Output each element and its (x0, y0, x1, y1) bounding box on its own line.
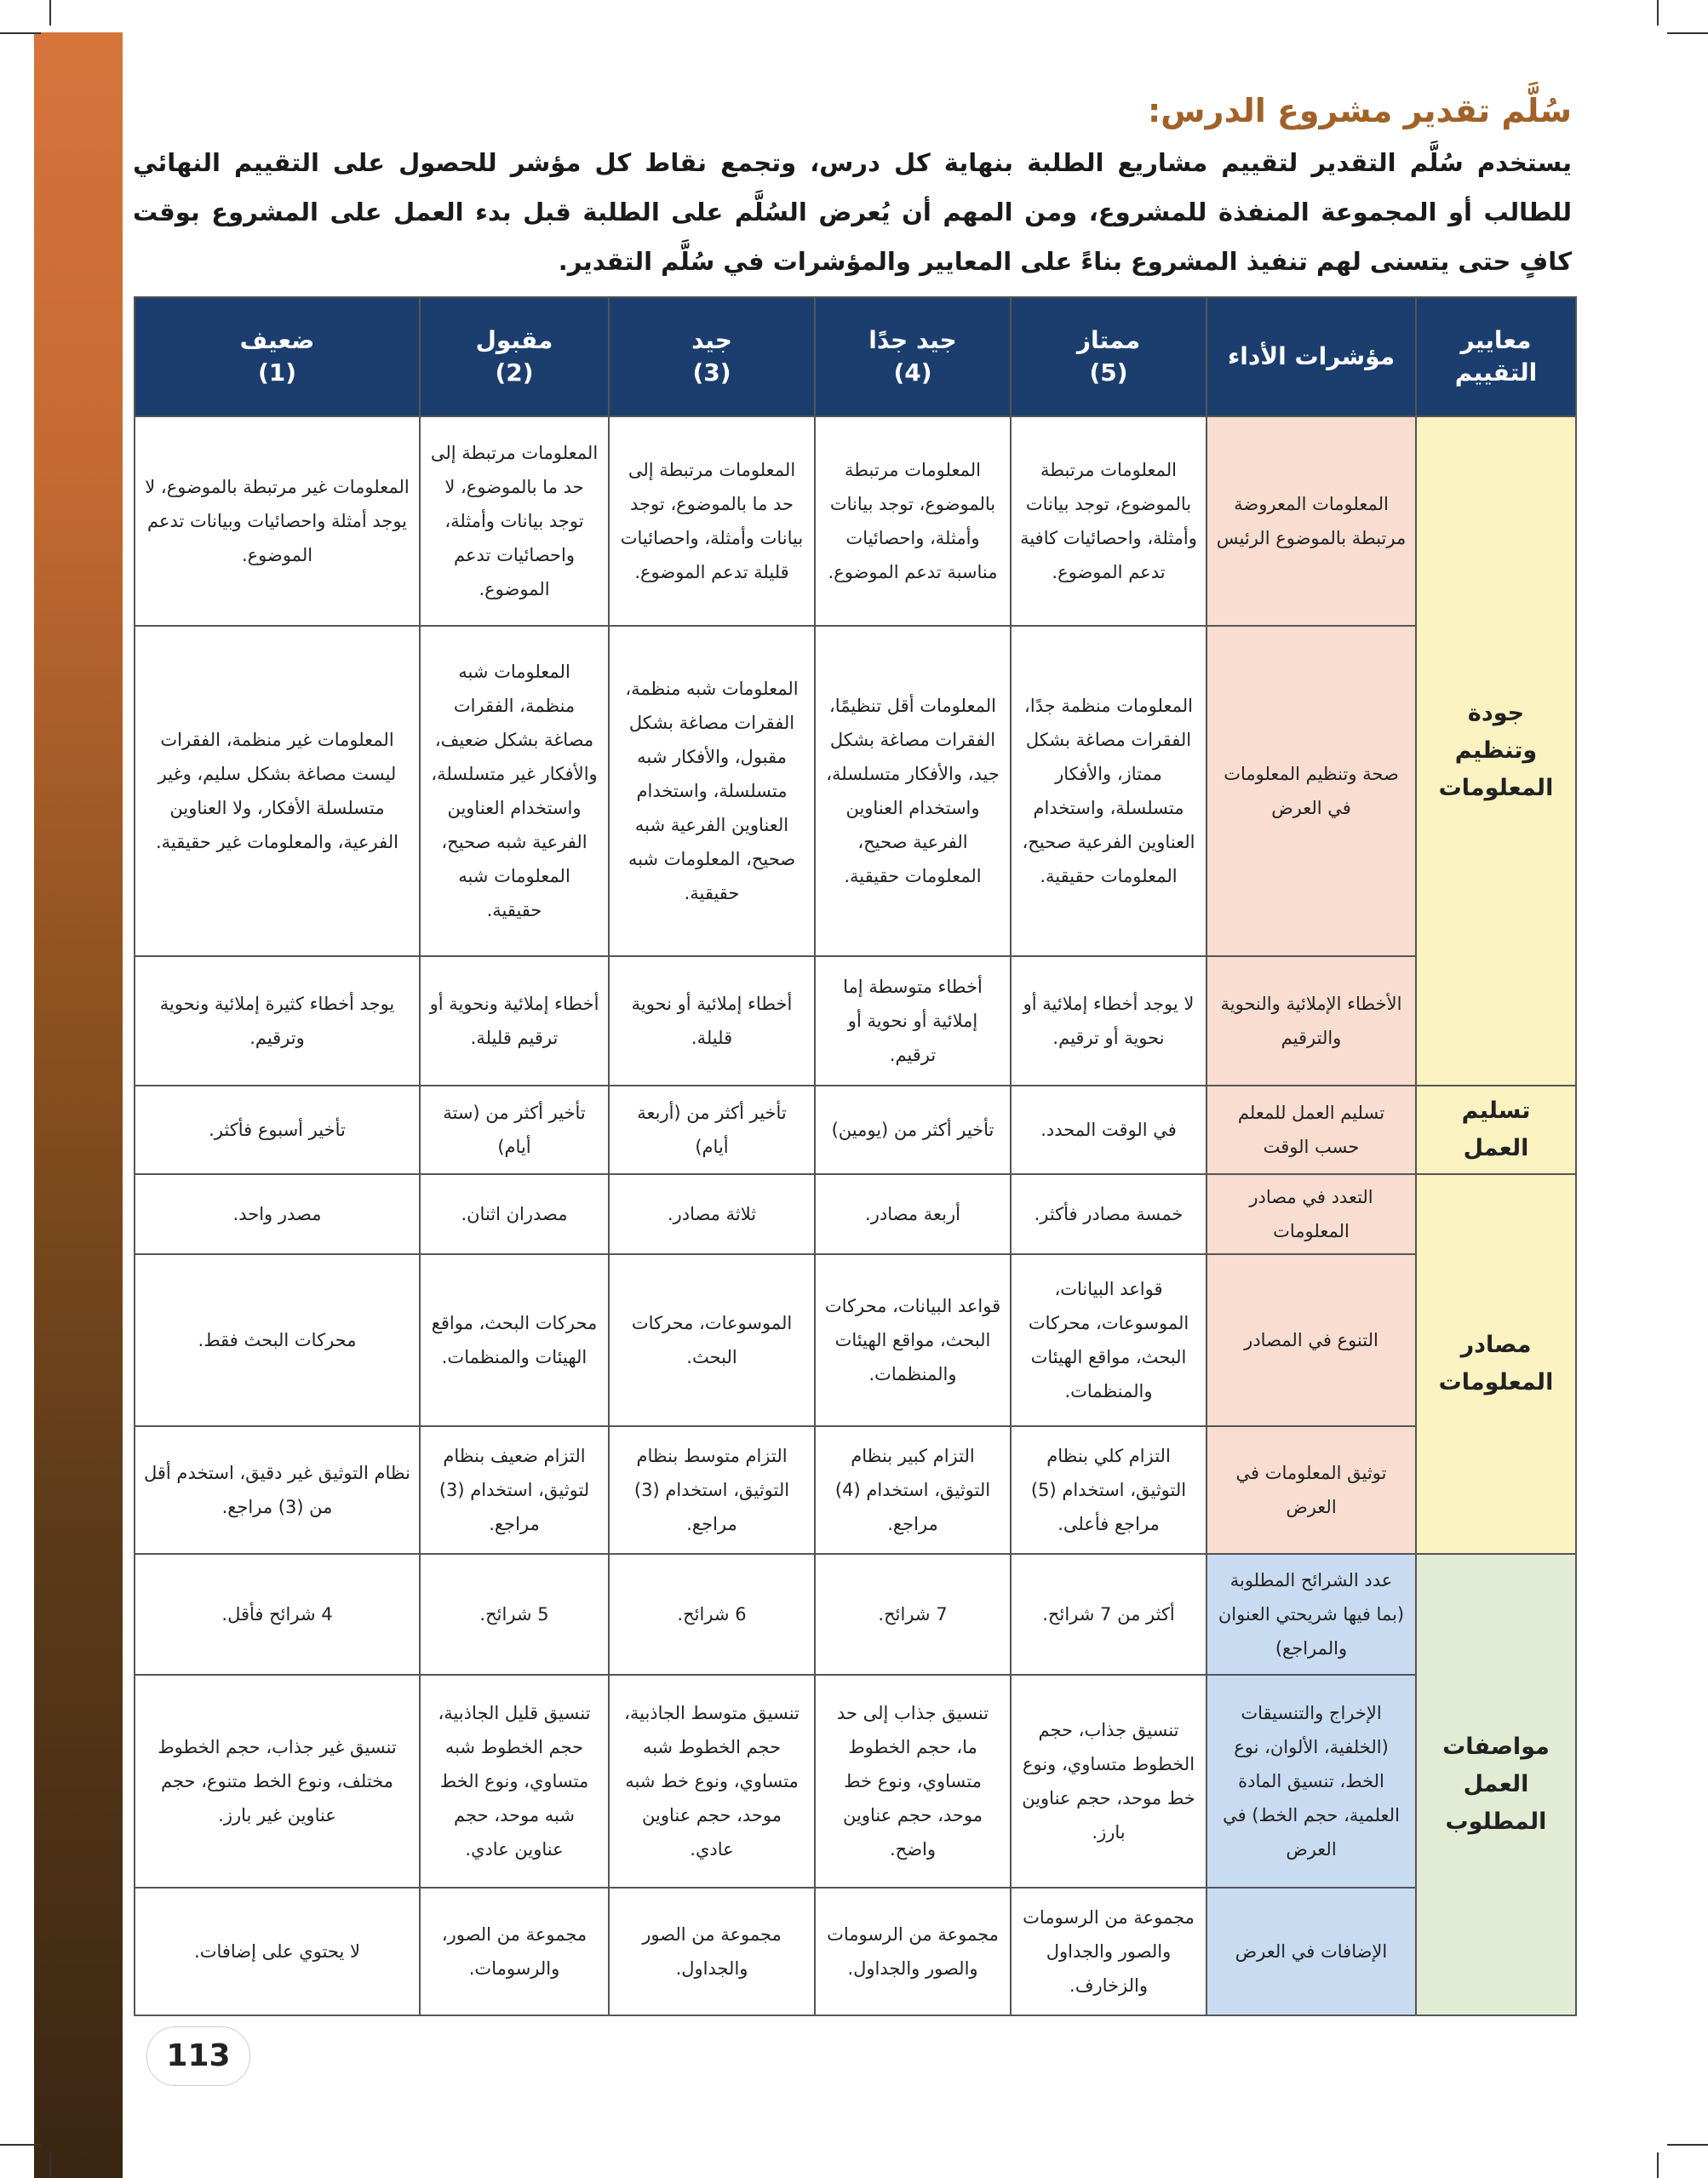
score-cell-4: المعلومات أقل تنظيمًا، الفقرات مصاغة بشكل جيد، والأفكار متسلسلة، واستخدام العناوين الفرعية صحيح، المعلومات حقيقية. (815, 626, 1011, 956)
score-cell-2: أخطاء إملائية ونحوية أو ترقيم قليلة. (420, 956, 609, 1086)
header-excellent-label: ممتاز (1076, 326, 1141, 354)
score-cell-3: التزام متوسط بنظام التوثيق، استخدام (3) مراجع. (609, 1426, 815, 1554)
header-weak-score: (1) (257, 358, 297, 387)
score-cell-5: تنسيق جذاب، حجم الخطوط متساوي، ونوع خط موحد، حجم عناوين بارز. (1011, 1675, 1206, 1888)
intro-paragraph: يستخدم سُلَّم التقدير لتقييم مشاريع الطلبة بنهاية كل درس، وتجمع نقاط كل مؤشر للحصول على التقييم النهائي للطالب أو المجموعة المنفذة للمشروع، ومن المهم أن يُعرض السُلَّم على الطلبة قبل بدء العمل على المشروع بوقت كافٍ حتى يتسنى لهم تنفيذ المشروع بناءً على المعايير والمؤشرات في سُلَّم التقدير. (133, 148, 1572, 276)
header-very-good-score: (4) (893, 358, 932, 387)
header-excellent-score: (5) (1089, 358, 1128, 387)
score-cell-3: ثلاثة مصادر. (609, 1174, 815, 1254)
crop-mark (49, 2152, 51, 2178)
score-cell-5: التزام كلي بنظام التوثيق، استخدام (5) مراجع فأعلى. (1011, 1426, 1206, 1554)
header-good-label: جيد (691, 326, 732, 354)
score-cell-1: لا يحتوي على إضافات. (135, 1888, 420, 2015)
score-cell-3: 6 شرائح. (609, 1554, 815, 1675)
score-cell-2: تنسيق قليل الجاذبية، حجم الخطوط شبه متساوي، ونوع الخط شبه موحد، حجم عناوين عادي. (420, 1675, 609, 1888)
score-cell-1: يوجد أخطاء كثيرة إملائية ونحوية وترقيم. (135, 956, 420, 1086)
score-cell-2: مجموعة من الصور، والرسومات. (420, 1888, 609, 2015)
crop-mark (1657, 0, 1659, 26)
score-cell-1: تأخير أسبوع فأكثر. (135, 1086, 420, 1174)
section-title: سُلَّم تقدير مشروع الدرس: (1147, 92, 1572, 129)
score-cell-5: قواعد البيانات، الموسوعات، محركات البحث، مواقع الهيئات والمنظمات. (1011, 1254, 1206, 1426)
score-cell-3: أخطاء إملائية أو نحوية قليلة. (609, 956, 815, 1086)
score-cell-2: 5 شرائح. (420, 1554, 609, 1675)
score-cell-4: أربعة مصادر. (815, 1174, 1011, 1254)
indicator-cell: تسليم العمل للمعلم حسب الوقت (1206, 1086, 1416, 1174)
header-very-good-label: جيد جدًا (868, 326, 957, 354)
criterion-info-quality: جودة وتنظيم المعلومات (1416, 416, 1576, 1086)
table-row (135, 1174, 1576, 1254)
header-weak-label: ضعيف (239, 326, 315, 354)
table-row (135, 626, 1576, 956)
table-row (135, 1888, 1576, 2015)
indicator-cell: المعلومات المعروضة مرتبطة بالموضوع الرئيس (1206, 416, 1416, 626)
score-cell-5: لا يوجد أخطاء إملائية أو نحوية أو ترقيم. (1011, 956, 1206, 1086)
header-acceptable (420, 297, 609, 416)
score-cell-3: الموسوعات، محركات البحث. (609, 1254, 815, 1426)
score-cell-4: تأخير أكثر من (يومين) (815, 1086, 1011, 1174)
score-cell-4: مجموعة من الرسومات والصور والجداول. (815, 1888, 1011, 2015)
indicator-cell: التنوع في المصادر (1206, 1254, 1416, 1426)
indicator-cell: الإخراج والتنسيقات (الخلفية، الألوان، نوع الخط، تنسيق المادة العلمية، حجم الخط) في العرض (1206, 1675, 1416, 1888)
table-row (135, 1086, 1576, 1174)
score-cell-2: محركات البحث، مواقع الهيئات والمنظمات. (420, 1254, 609, 1426)
criterion-delivery: تسليم العمل (1416, 1086, 1576, 1174)
header-good (609, 297, 815, 416)
header-excellent (1011, 297, 1206, 416)
header-weak (135, 297, 420, 416)
score-cell-3: المعلومات مرتبطة إلى حد ما بالموضوع، توجد بيانات وأمثلة، واحصائيات قليلة تدعم الموضوع. (609, 416, 815, 626)
crop-mark (0, 32, 41, 34)
score-cell-1: تنسيق غير جذاب، حجم الخطوط مختلف، ونوع الخط متنوع، حجم عناوين غير بارز. (135, 1675, 420, 1888)
table-row (135, 1554, 1576, 1675)
score-cell-4: قواعد البيانات، محركات البحث، مواقع الهيئات والمنظمات. (815, 1254, 1011, 1426)
score-cell-1: نظام التوثيق غير دقيق، استخدم أقل من (3) مراجع. (135, 1426, 420, 1554)
header-very-good (815, 297, 1011, 416)
score-cell-1: المعلومات غير مرتبطة بالموضوع، لا يوجد أمثلة واحصائيات وبيانات تدعم الموضوع. (135, 416, 420, 626)
score-cell-4: تنسيق جذاب إلى حد ما، حجم الخطوط متساوي، ونوع خط موحد، حجم عناوين واضح. (815, 1675, 1011, 1888)
crop-mark (1657, 2152, 1659, 2178)
indicator-cell: الإضافات في العرض (1206, 1888, 1416, 2015)
indicator-cell: التعدد في مصادر المعلومات (1206, 1174, 1416, 1254)
rubric-table (134, 296, 1577, 2016)
indicator-cell: صحة وتنظيم المعلومات في العرض (1206, 626, 1416, 956)
header-acceptable-score: (2) (495, 358, 534, 387)
score-cell-5: المعلومات مرتبطة بالموضوع، توجد بيانات وأمثلة، واحصائيات كافية تدعم الموضوع. (1011, 416, 1206, 626)
score-cell-2: التزام ضعيف بنظام لتوثيق، استخدام (3) مراجع. (420, 1426, 609, 1554)
table-row (135, 956, 1576, 1086)
page-number: 113 (146, 2026, 250, 2086)
decorative-side-bar (34, 32, 123, 2178)
score-cell-4: المعلومات مرتبطة بالموضوع، توجد بيانات وأمثلة، واحصائيات مناسبة تدعم الموضوع. (815, 416, 1011, 626)
criterion-specs: مواصفات العمل المطلوب (1416, 1554, 1576, 2015)
header-criteria: معايير التقييم (1416, 297, 1576, 416)
score-cell-4: 7 شرائح. (815, 1554, 1011, 1675)
crop-mark (1667, 32, 1708, 34)
header-good-score: (3) (692, 358, 731, 387)
criterion-sources: مصادر المعلومات (1416, 1174, 1576, 1554)
table-row (135, 1254, 1576, 1426)
table-row (135, 1426, 1576, 1554)
header-indicators: مؤشرات الأداء (1206, 297, 1416, 416)
score-cell-2: تأخير أكثر من (ستة أيام) (420, 1086, 609, 1174)
score-cell-3: المعلومات شبه منظمة، الفقرات مصاغة بشكل مقبول، والأفكار شبه متسلسلة، واستخدام العناوين الفرعية شبه صحيح، المعلومات شبه حقيقية. (609, 626, 815, 956)
header-acceptable-label: مقبول (475, 326, 553, 354)
indicator-cell: الأخطاء الإملائية والنحوية والترقيم (1206, 956, 1416, 1086)
score-cell-1: 4 شرائح فأقل. (135, 1554, 420, 1675)
score-cell-1: محركات البحث فقط. (135, 1254, 420, 1426)
score-cell-5: مجموعة من الرسومات والصور والجداول والزخارف. (1011, 1888, 1206, 2015)
rubric-header-row (135, 297, 1576, 416)
score-cell-2: المعلومات مرتبطة إلى حد ما بالموضوع، لا توجد بيانات وأمثلة، واحصائيات تدعم الموضوع. (420, 416, 609, 626)
score-cell-1: المعلومات غير منظمة، الفقرات ليست مصاغة بشكل سليم، وغير متسلسلة الأفكار، ولا العناوين الفرعية، والمعلومات غير حقيقية. (135, 626, 420, 956)
crop-mark (0, 2144, 41, 2146)
score-cell-2: المعلومات شبه منظمة، الفقرات مصاغة بشكل ضعيف، والأفكار غير متسلسلة، واستخدام العناوين الفرعية شبه صحيح، المعلومات شبه حقيقية. (420, 626, 609, 956)
indicator-cell: توثيق المعلومات في العرض (1206, 1426, 1416, 1554)
score-cell-1: مصدر واحد. (135, 1174, 420, 1254)
score-cell-5: أكثر من 7 شرائح. (1011, 1554, 1206, 1675)
score-cell-4: أخطاء متوسطة إما إملائية أو نحوية أو ترقيم. (815, 956, 1011, 1086)
score-cell-2: مصدران اثنان. (420, 1174, 609, 1254)
indicator-cell: عدد الشرائح المطلوبة (بما فيها شريحتي العنوان والمراجع) (1206, 1554, 1416, 1675)
score-cell-3: مجموعة من الصور والجداول. (609, 1888, 815, 2015)
crop-mark (1667, 2144, 1708, 2146)
score-cell-5: المعلومات منظمة جدًا، الفقرات مصاغة بشكل ممتاز، والأفكار متسلسلة، واستخدام العناوين الفرعية صحيح، المعلومات حقيقية. (1011, 626, 1206, 956)
table-row (135, 416, 1576, 626)
score-cell-5: خمسة مصادر فأكثر. (1011, 1174, 1206, 1254)
score-cell-3: تنسيق متوسط الجاذبية، حجم الخطوط شبه متساوي، ونوع خط شبه موحد، حجم عناوين عادي. (609, 1675, 815, 1888)
crop-mark (49, 0, 51, 26)
score-cell-3: تأخير أكثر من (أربعة أيام) (609, 1086, 815, 1174)
score-cell-5: في الوقت المحدد. (1011, 1086, 1206, 1174)
table-row (135, 1675, 1576, 1888)
score-cell-4: التزام كبير بنظام التوثيق، استخدام (4) مراجع. (815, 1426, 1011, 1554)
